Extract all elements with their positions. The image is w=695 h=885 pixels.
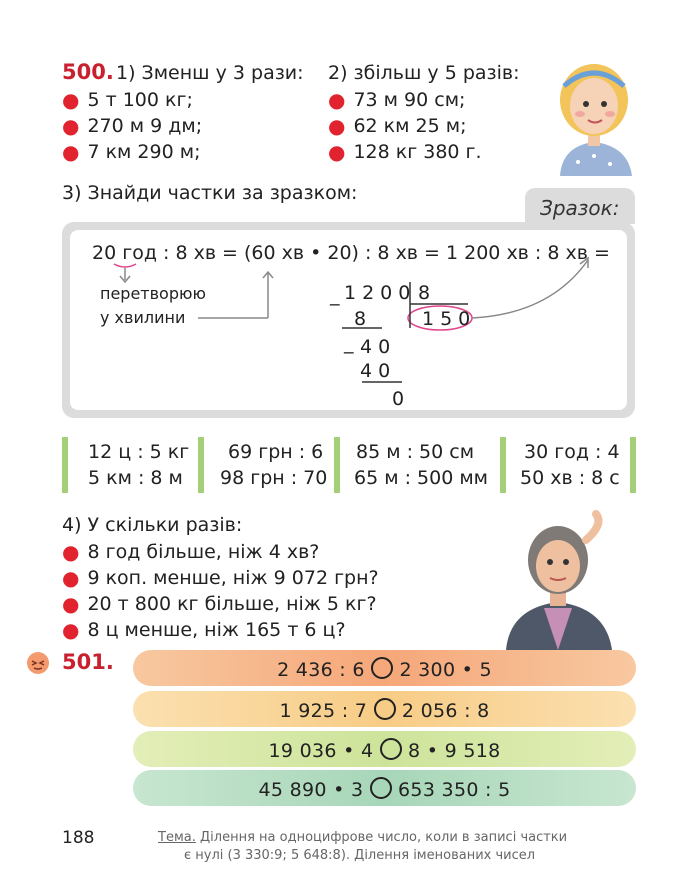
compare-row [133,770,636,806]
footer-theme-line2: є нулі (3 330:9; 5 648:8). Ділення іменованих чисел [184,848,536,863]
division-remainder: 0 [392,388,405,410]
grid-cell: 85 м : 50 см [356,441,475,463]
grid-cell: 98 грн : 70 [220,467,328,489]
compare-expression: 19 036 • 4 8 • 9 518 [268,740,501,762]
compare-circle[interactable] [371,657,393,679]
task-500-part2-title: 2) збільш у 5 разів: [328,62,520,84]
compare-expression: 45 890 • 3 653 350 : 5 [258,779,511,801]
bullet-icon: ● [62,140,80,164]
compare-circle[interactable] [370,777,392,799]
compare-expression: 2 436 : 6 2 300 • 5 [277,659,492,681]
division-minus-1: _ [330,284,344,306]
part4-item [62,540,319,564]
grid-bar [334,437,340,493]
bullet-icon: ● [62,114,80,138]
task-500-part1-title: 1) Зменш у 3 рази: [116,62,304,84]
division-step-1: 8 [354,308,367,330]
item-text: 270 м 9 дм; [87,115,203,137]
part1-item [62,114,202,138]
grid-column [62,437,192,493]
item-text: 9 коп. менше, ніж 9 072 грн? [87,567,379,589]
grid-bar [198,437,204,493]
grid-cell: 69 грн : 6 [228,441,324,463]
bullet-icon: ● [62,592,80,616]
grid-bar [500,437,506,493]
grid-cell: 65 м : 500 мм [354,467,489,489]
compare-expression: 1 925 : 7 2 056 : 8 [279,700,490,722]
bullet-icon: ● [62,540,80,564]
item-text: 7 км 290 м; [87,141,201,163]
grid-column [500,437,636,493]
bullet-icon: ● [328,114,346,138]
bullet-icon: ● [62,618,80,642]
item-text: 128 кг 380 г. [353,141,482,163]
item-text: 73 м 90 см; [353,89,466,111]
division-divisor: 8 [418,282,431,304]
task-500-number: 500. [62,60,114,84]
item-text: 8 год більше, ніж 4 хв? [87,541,320,563]
bullet-icon: ● [62,88,80,112]
part4-item [62,618,346,642]
grid-column [334,437,494,493]
sample-note-1: перетворюю [100,284,206,303]
part2-item [328,114,466,138]
grid-cell: 30 год : 4 [524,441,620,463]
division-dividend: 1200 [344,282,417,304]
part4-item [62,566,379,590]
grid-cell: 12 ц : 5 кг [88,441,190,463]
bullet-icon: ● [328,140,346,164]
sample-equation: 20 год : 8 хв = (60 хв • 20) : 8 хв = 1 200 хв : 8 хв = [92,242,610,264]
sample-label: Зразок: [540,196,620,220]
task-difficulty-icon [26,651,50,675]
part4-title: 4) У скільки разів: [62,514,243,536]
part1-item [62,88,193,112]
footer-theme-line1 [158,830,567,845]
division-minus-2: _ [344,332,354,354]
theme-text-1: Ділення на одноцифрове число, коли в записі частки [200,830,568,845]
grid-bar [62,437,68,493]
theme-label: Тема. [158,830,196,845]
part1-item [62,140,200,164]
bullet-icon: ● [328,88,346,112]
girl-illustration [548,58,640,176]
compare-circle[interactable] [374,698,396,720]
compare-row [133,731,636,767]
grid-cell: 5 км : 8 м [88,467,183,489]
page-number: 188 [62,828,95,848]
task-501-number: 501. [62,650,114,674]
part4-item [62,592,377,616]
bullet-icon: ● [62,566,80,590]
compare-row [133,650,636,686]
grid-bar-end [630,437,636,493]
item-text: 20 т 800 кг більше, ніж 5 кг? [87,593,377,615]
division-step-3: 40 [360,360,397,382]
part2-item [328,140,482,164]
sample-note-2: у хвилини [100,308,186,327]
grid-column [198,437,328,493]
item-text: 8 ц менше, ніж 165 т 6 ц? [87,619,346,641]
division-quotient: 150 [422,308,477,330]
item-text: 5 т 100 кг; [87,89,193,111]
division-step-2: 40 [360,336,397,358]
grid-cell: 50 хв : 8 с [520,467,620,489]
part3-title: 3) Знайди частки за зразком: [62,182,358,204]
compare-circle[interactable] [380,738,402,760]
compare-row [133,691,636,727]
boy-illustration [500,510,620,650]
part2-item [328,88,465,112]
item-text: 62 км 25 м; [353,115,467,137]
